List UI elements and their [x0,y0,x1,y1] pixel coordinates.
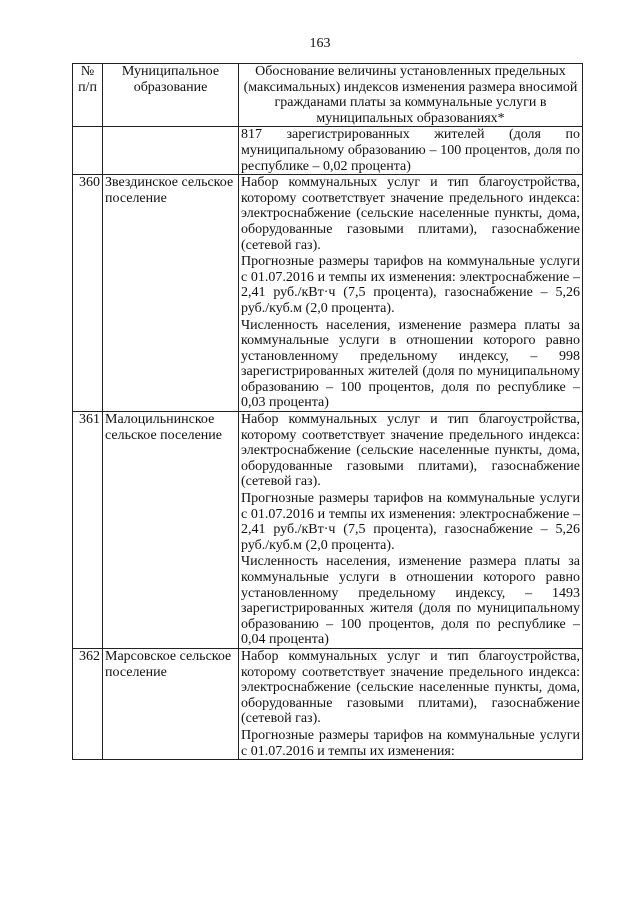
table-row-continuation [73,127,583,175]
cell-municipality: Малоцильнинское сельское поселение [103,412,239,649]
header-municipality: Муниципальное образование [103,64,239,127]
paragraph-services: Набор коммунальных услуг и тип благоустройства, которому соответствует значение предельного индекса: электроснабжение (сельские населенные пункты, дома, оборудованные газовыми плитами), газоснабжение (сетевой газ). [241,412,580,490]
table-row [73,648,583,759]
header-justification: Обоснование величины установленных предельных (максимальных) индексов изменения размера вносимой гражданами платы за коммунальные услуги в муниципальных образованиях* [239,64,583,127]
cell-municipality: Звездинское сельское поселение [103,175,239,412]
page-number: 163 [309,36,331,51]
table-row [73,412,583,649]
paragraph-tariffs: Прогнозные размеры тарифов на коммунальные услуги с 01.07.2016 и темпы их изменения: электроснабжение – 2,41 руб./кВт·ч (7,5 процента), газоснабжение – 5,26 руб./куб.м (2,0 процента). [241,254,580,316]
table-row [73,175,583,412]
paragraph-services: Набор коммунальных услуг и тип благоустройства, которому соответствует значение предельного индекса: электроснабжение (сельские населенные пункты, дома, оборудованные газовыми плитами), газоснабжение (сетевой газ). [241,648,580,727]
paragraph-tariffs: Прогнозные размеры тарифов на коммунальные услуги с 01.07.2016 и темпы их изменения: [241,727,580,759]
cell-justification [239,127,583,175]
table-header-row [73,64,583,127]
paragraph-population: Численность населения, изменение размера платы за коммунальные услуги в отношении которого равно установленному предельному индексу, – 998 зарегистрированных жителей (доля по муниципальному образованию – 100 процентов, доля по республике – 0,03 процента) [241,317,580,411]
cell-municipality [103,127,239,175]
header-num: № п/п [73,64,103,127]
paragraph-services: Набор коммунальных услуг и тип благоустройства, которому соответствует значение предельного индекса: электроснабжение (сельские населенные пункты, дома, оборудованные газовыми плитами), газоснабжение (сетевой газ). [241,175,580,253]
cell-justification [239,648,583,759]
tariff-table [72,63,583,760]
cell-justification [239,412,583,649]
cell-num: 360 [73,175,103,412]
paragraph-population: Численность населения, изменение размера платы за коммунальные услуги в отношении которого равно установленному предельному индексу, – 1493 зарегистрированных жителя (доля по муниципальному образованию – 100 процентов, доля по республике – 0,04 процента) [241,554,580,648]
cell-justification [239,175,583,412]
cell-num [73,127,103,175]
paragraph-tariffs: Прогнозные размеры тарифов на коммунальные услуги с 01.07.2016 и темпы их изменения: электроснабжение – 2,41 руб./кВт·ч (7,5 процента), газоснабжение – 5,26 руб./куб.м (2,0 процента). [241,491,580,553]
cell-num: 362 [73,648,103,759]
continuation-text: 817 зарегистрированных жителей (доля по муниципальному образованию – 100 процентов, доля по республике – 0,02 процента) [241,127,580,174]
cell-num: 361 [73,412,103,649]
cell-municipality: Марсовское сельское поселение [103,648,239,759]
